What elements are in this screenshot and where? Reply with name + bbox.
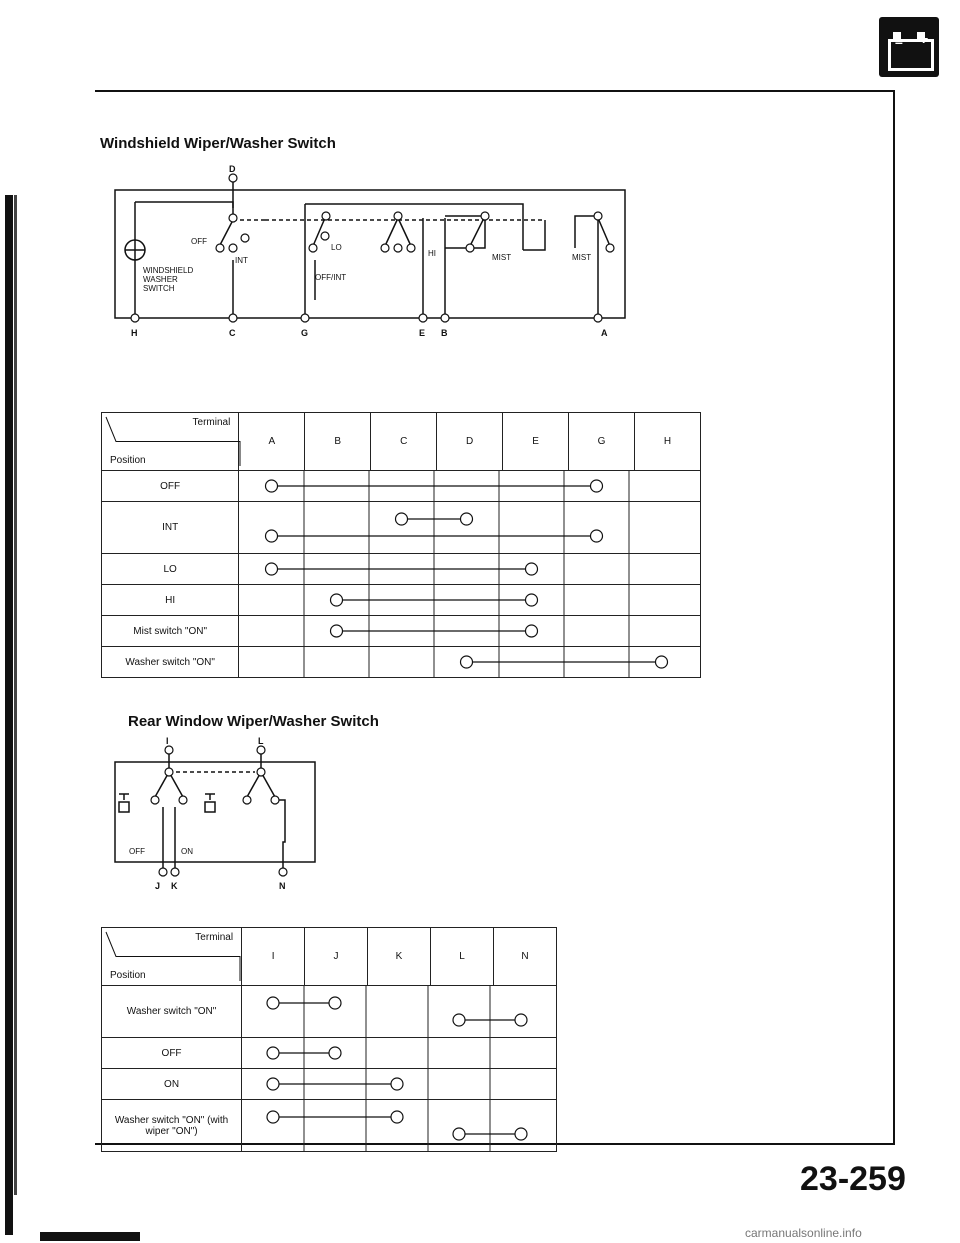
continuity-terminal-dot [391,1111,403,1123]
row-continuity-cells [239,554,701,585]
rear-label-on: ON [181,847,193,856]
continuity-terminal-dot [461,656,473,668]
row-continuity-cells [239,647,701,678]
table-row [102,986,557,1038]
terminal-d-label: D [229,164,236,174]
column-header-i: I [242,928,305,986]
continuity-terminal-dot [329,997,341,1009]
row-continuity-cells [242,1100,557,1152]
table-row [102,647,701,678]
continuity-terminal-dot [461,513,473,525]
row-continuity-cells [242,1038,557,1069]
terminal-b-label: B [441,328,448,338]
continuity-terminal-dot [656,656,668,668]
header-position-label: Position [110,455,146,466]
front-switch-title: Windshield Wiper/Washer Switch [100,135,336,152]
continuity-terminal-dot [526,625,538,637]
continuity-terminal-dot [396,513,408,525]
continuity-terminal-dot [526,563,538,575]
row-continuity-cells [242,986,557,1038]
front-label-mist-2: MIST [572,253,592,262]
row-position-label: OFF [102,471,239,502]
table-row [102,1100,557,1152]
continuity-terminal-dot [591,480,603,492]
table-row [102,502,701,554]
row-position-label: Mist switch "ON" [102,616,239,647]
terminal-e-label: E [419,328,426,338]
row-position-label: OFF [102,1038,242,1069]
rear-continuity-table [101,927,557,1152]
continuity-terminal-dot [331,594,343,606]
row-position-label: INT [102,502,239,554]
top-rule [95,90,895,92]
continuity-terminal-dot [329,1047,341,1059]
table-row [102,471,701,502]
terminal-k-label: K [171,881,178,891]
column-header-n: N [493,928,556,986]
continuity-terminal-dot [453,1128,465,1140]
row-continuity-cells [239,585,701,616]
front-label-washer-1: WINDSHIELD [143,266,194,275]
row-continuity-cells [239,471,701,502]
table-row [102,1069,557,1100]
terminal-n-label: N [279,881,286,891]
column-header-g: G [569,413,635,471]
footer-watermark: carmanualsonline.info [745,1226,862,1240]
front-label-mist-1: MIST [492,253,512,262]
row-position-label: HI [102,585,239,616]
column-header-c: C [371,413,437,471]
front-wiper-circuit-diagram [105,160,645,355]
column-header-e: E [503,413,569,471]
front-label-washer-2: WASHER [143,275,178,284]
page-number: 23-259 [800,1160,906,1198]
column-header-d: D [437,413,503,471]
continuity-terminal-dot [526,594,538,606]
continuity-terminal-dot [591,530,603,542]
row-continuity-cells [239,502,701,554]
table-row [102,616,701,647]
row-position-label: Washer switch "ON" [102,986,242,1038]
battery-icon: – + [879,17,939,77]
table-row [102,554,701,585]
continuity-terminal-dot [267,1078,279,1090]
header-position-label: Position [110,970,146,981]
continuity-terminal-dot [515,1014,527,1026]
row-continuity-cells [239,616,701,647]
left-binding-bar [5,195,13,1235]
terminal-l-label: L [258,736,264,746]
front-continuity-table [101,412,701,678]
continuity-terminal-dot [391,1078,403,1090]
row-continuity-cells [242,1069,557,1100]
rear-switch-title: Rear Window Wiper/Washer Switch [128,713,379,730]
column-header-l: L [431,928,494,986]
bottom-binding-mark [40,1232,140,1241]
header-terminal-position [102,928,242,986]
rear-wiper-circuit-diagram [105,732,325,892]
terminal-a-label: A [601,328,608,338]
continuity-terminal-dot [266,563,278,575]
table-row [102,1038,557,1069]
rear-label-off: OFF [129,847,145,856]
header-terminal-position [102,413,239,471]
left-binding-bar-2 [14,195,17,1195]
front-label-off-int: OFF/INT [315,273,347,282]
header-terminal-label: Terminal [192,417,231,428]
column-header-b: B [305,413,371,471]
row-position-label: Washer switch "ON" [102,647,239,678]
front-label-washer-3: SWITCH [143,284,175,293]
terminal-g-label: G [301,328,309,338]
terminal-h-label: H [131,328,138,338]
front-label-int: INT [235,256,248,265]
header-terminal-label: Terminal [195,932,234,943]
front-label-off: OFF [191,237,207,246]
row-position-label: ON [102,1069,242,1100]
terminal-c-label: C [229,328,236,338]
column-header-h: H [635,413,701,471]
continuity-terminal-dot [267,1047,279,1059]
continuity-terminal-dot [266,480,278,492]
continuity-terminal-dot [331,625,343,637]
row-position-label: Washer switch "ON" (with wiper "ON") [102,1100,242,1152]
continuity-terminal-dot [515,1128,527,1140]
continuity-terminal-dot [266,530,278,542]
right-rule [893,90,895,1145]
continuity-terminal-dot [267,1111,279,1123]
terminal-i-label: I [166,736,169,746]
table-row [102,585,701,616]
continuity-terminal-dot [267,997,279,1009]
column-header-a: A [239,413,305,471]
row-position-label: LO [102,554,239,585]
front-label-lo: LO [331,243,342,252]
front-label-hi: HI [428,249,436,258]
column-header-k: K [368,928,431,986]
continuity-terminal-dot [453,1014,465,1026]
terminal-j-label: J [155,881,161,891]
column-header-j: J [305,928,368,986]
